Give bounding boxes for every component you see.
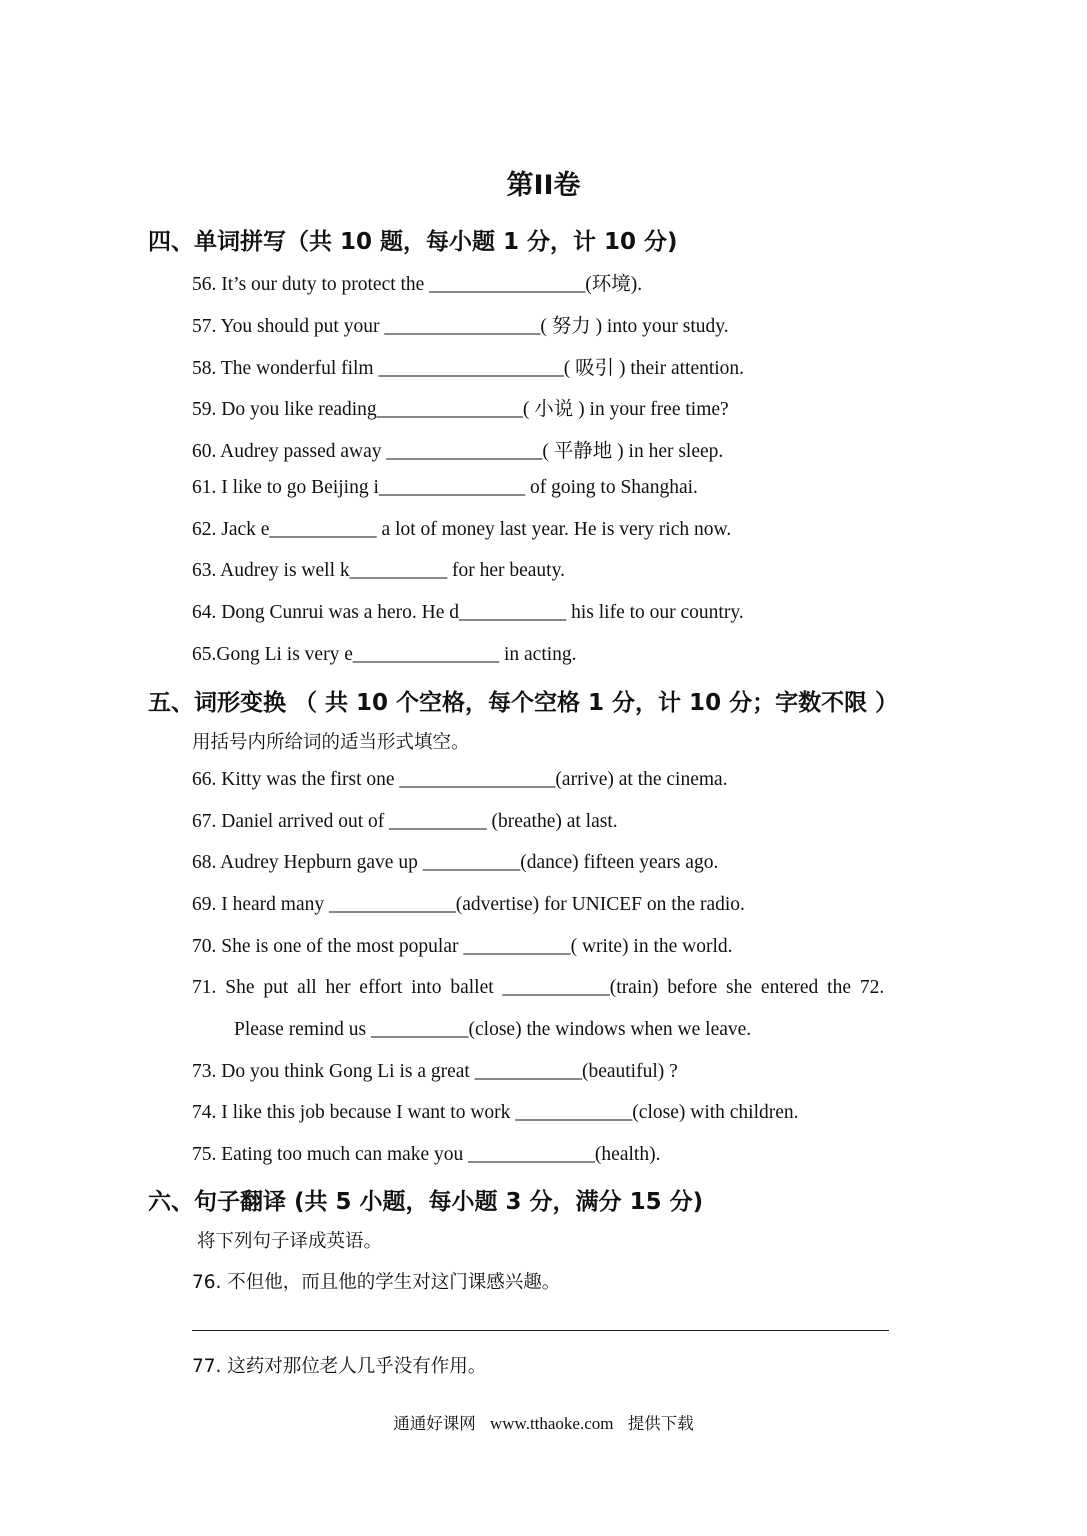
- question-65: 65.Gong Li is very e_______________ in acting.: [192, 644, 577, 665]
- question-60: 60. Audrey passed away ________________( 平静地 ) in her sleep.: [192, 441, 724, 462]
- question-67: 67. Daniel arrived out of __________ (breathe) at last.: [192, 811, 618, 832]
- paper-title: 第II卷: [506, 170, 581, 201]
- question-74: 74. I like this job because I want to work ____________(close) with children.: [192, 1102, 799, 1123]
- section-5-instruction: 用括号内所给词的适当形式填空。: [192, 732, 470, 753]
- answer-line-76[interactable]: [192, 1330, 889, 1331]
- footer: [0, 1410, 1087, 1434]
- question-57: 57. You should put your ________________( 努力 ) into your study.: [192, 316, 729, 337]
- question-59: 59. Do you like reading_______________( 小说 ) in your free time?: [192, 399, 729, 420]
- question-66: 66. Kitty was the first one ________________(arrive) at the cinema.: [192, 769, 728, 790]
- question-69: 69. I heard many _____________(advertise) for UNICEF on the radio.: [192, 894, 745, 915]
- footer-site-name: 通通好课网: [393, 1414, 476, 1433]
- footer-url: www.tthaoke.com: [489, 1414, 614, 1433]
- question-70: 70. She is one of the most popular ___________( write) in the world.: [192, 936, 733, 957]
- question-56: 56. It’s our duty to protect the ________________(环境).: [192, 274, 643, 295]
- question-68: 68. Audrey Hepburn gave up __________(dance) fifteen years ago.: [192, 852, 719, 873]
- question-61: 61. I like to go Beijing i_______________ of going to Shanghai.: [192, 477, 698, 498]
- question-73: 73. Do you think Gong Li is a great ___________(beautiful) ?: [192, 1061, 678, 1082]
- question-76: 76. 不但他，而且他的学生对这门课感兴趣。: [192, 1272, 561, 1293]
- footer-note: 提供下载: [627, 1414, 694, 1433]
- section-5-heading: 五、词形变换 （ 共 10 个空格，每个空格 1 分，计 10 分；字数不限 ）: [148, 690, 899, 716]
- question-63: 63. Audrey is well k__________ for her beauty.: [192, 560, 565, 581]
- question-62: 62. Jack e___________ a lot of money last year. He is very rich now.: [192, 519, 732, 540]
- question-77: 77. 这药对那位老人几乎没有作用。: [192, 1356, 487, 1377]
- section-6-heading: 六、句子翻译 (共 5 小题，每小题 3 分，满分 15 分): [148, 1189, 704, 1215]
- section-6-instruction: 将下列句子译成英语。: [197, 1231, 383, 1252]
- question-58: 58. The wonderful film ___________________( 吸引 ) their attention.: [192, 358, 745, 379]
- section-4-heading: 四、单词拼写（共 10 题，每小题 1 分，计 10 分): [148, 229, 678, 255]
- question-64: 64. Dong Cunrui was a hero. He d___________ his life to our country.: [192, 602, 744, 623]
- question-71: 71. She put all her effort into ballet ___________(train) before she entered the 72.: [192, 977, 885, 998]
- question-72: Please remind us __________(close) the windows when we leave.: [234, 1019, 752, 1040]
- question-75: 75. Eating too much can make you _____________(health).: [192, 1144, 661, 1165]
